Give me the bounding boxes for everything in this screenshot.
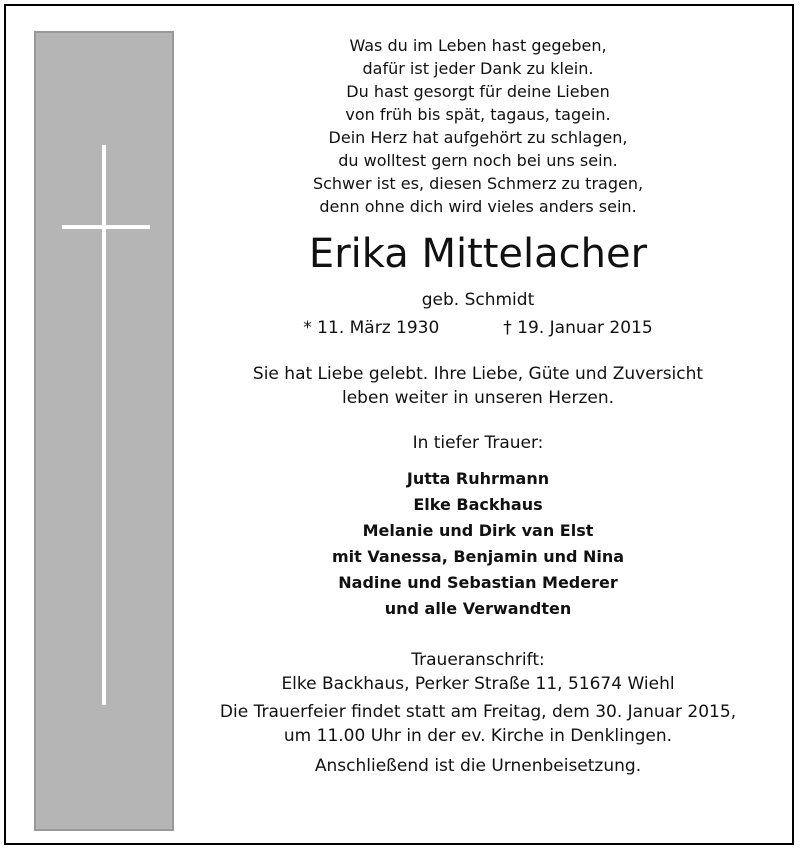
cross-icon [102, 145, 106, 705]
funeral-line: Die Trauerfeier findet statt am Freitag, dem 30. Januar 2015, [219, 702, 737, 722]
mourner: Elke Backhaus [413, 495, 543, 514]
mourners-list [190, 466, 766, 622]
urn-line: Anschließend ist die Urnenbeisetzung. [314, 756, 642, 776]
poem-line: Schwer ist es, diesen Schmerz zu tragen, [312, 174, 644, 193]
address-line: Elke Backhaus, Perker Straße 11, 51674 Wiehl [281, 674, 675, 694]
tribute-line: Sie hat Liebe gelebt. Ihre Liebe, Güte und Zuversicht [252, 364, 704, 384]
tribute-line: leben weiter in unseren Herzen. [341, 388, 615, 408]
tribute [190, 362, 766, 410]
deceased-name: Erika Mittelacher [308, 231, 648, 277]
birth-date: * 11. März 1930 [303, 318, 440, 338]
poem-line: von früh bis spät, tagaus, tagein. [345, 105, 611, 124]
cross-icon-bar [62, 225, 150, 229]
mourner: und alle Verwandten [384, 599, 572, 618]
mourner: Jutta Ruhrmann [406, 469, 550, 488]
poem-line: Du hast gesorgt für deine Lieben [346, 82, 610, 101]
life-dates [190, 316, 766, 340]
poem-line: dafür ist jeder Dank zu klein. [362, 59, 594, 78]
side-panel [34, 31, 174, 831]
grief-line: In tiefer Trauer: [412, 433, 544, 453]
death-date: † 19. Januar 2015 [503, 318, 653, 338]
poem-line: du wolltest gern noch bei uns sein. [338, 151, 618, 170]
mourner: mit Vanessa, Benjamin und Nina [331, 547, 625, 566]
poem-line: denn ohne dich wird vieles anders sein. [319, 197, 637, 216]
poem-line: Dein Herz hat aufgehört zu schlagen, [328, 128, 628, 147]
poem [190, 34, 766, 218]
funeral-info [190, 700, 766, 748]
mourner: Melanie und Dirk van Elst [362, 521, 594, 540]
mourner: Nadine und Sebastian Mederer [338, 573, 618, 592]
maiden-name: geb. Schmidt [421, 290, 535, 310]
funeral-line: um 11.00 Uhr in der ev. Kirche in Denklingen. [283, 726, 673, 746]
obituary-content [190, 34, 766, 778]
address-title: Traueranschrift: [411, 650, 545, 670]
poem-line: Was du im Leben hast gegeben, [349, 36, 607, 55]
